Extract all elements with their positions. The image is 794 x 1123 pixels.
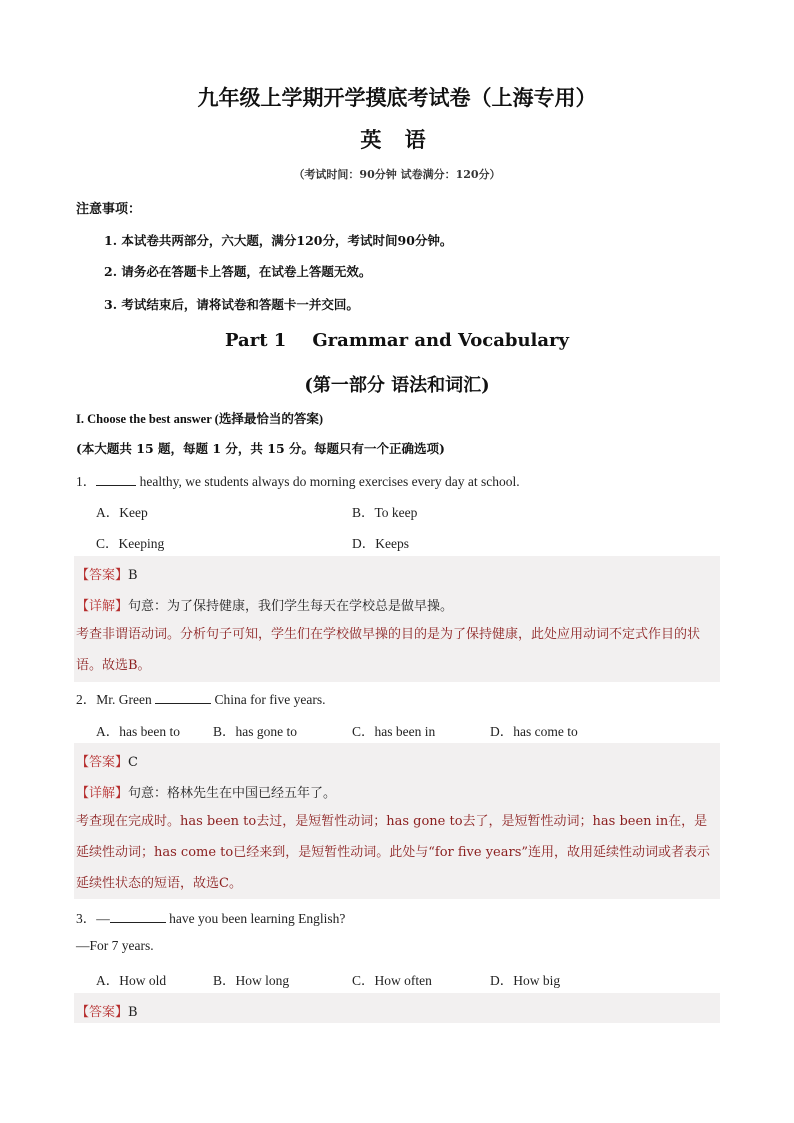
question-1-stem [76, 470, 520, 490]
option-d: D．Keeps [352, 536, 409, 551]
explanation-1: 考查非谓语动词。分析句子可知，学生们在学校做早操的目的是为了保持健康，此处应用动词不定式作目的状语。故选B。 [76, 627, 701, 673]
answer-1 [76, 564, 138, 583]
section-instructions: (本大题共 15 题，每题 1 分，共 15 分。每题只有一个正确选项) [76, 441, 445, 456]
detail-2 [76, 782, 336, 801]
answer-2 [76, 751, 138, 770]
question-text: healthy, we students always do morning exercises every day at school. [136, 474, 520, 489]
question-3-reply: —For 7 years. [76, 938, 154, 953]
detail-1 [76, 595, 453, 614]
detail-meaning: 句意：格林先生在中国已经五年了。 [128, 786, 337, 801]
option-c: C．How often [352, 973, 432, 988]
question-text: China for five years. [211, 692, 326, 707]
exam-title: 九年级上学期开学摸底考试卷（上海专用） [197, 85, 597, 110]
option-a: A．has been to [96, 724, 180, 739]
option-d: D．has come to [490, 724, 578, 739]
note-item-2: 2. 请务必在答题卡上答题，在试卷上答题无效。 [104, 264, 372, 279]
question-3-stem [76, 907, 345, 927]
option-c: C．Keeping [96, 536, 165, 551]
detail-label: 【详解】 [76, 599, 129, 614]
explanation-2: 考查现在完成时。has been to去过，是短暂性动词；has gone to去了，是短暂性动词；has been in在，是延续性动词；has come to已经来到，是短暂性动词。此处与“for five years”连用，故用延续性动词或者表示延续性状态的短语，故选C。 [76, 814, 711, 891]
option-a: A．How old [96, 973, 167, 988]
answer-3 [76, 1001, 138, 1020]
answer-box-3 [74, 993, 720, 1023]
notes-heading: 注意事项： [76, 202, 142, 217]
question-number: 3． [76, 911, 97, 926]
detail-meaning: 句意：为了保持健康，我们学生每天在学校总是做早操。 [128, 599, 454, 614]
question-number: 2． [76, 692, 97, 707]
option-b: B．To keep [352, 505, 418, 520]
question-text-before: — [96, 911, 110, 926]
part-number: Part 1 [225, 330, 287, 351]
question-text-before: Mr. Green [96, 692, 156, 707]
answer-label: 【答案】 [76, 568, 129, 583]
subject-title: 英 语 [360, 127, 434, 152]
question-text: have you been learning English? [165, 911, 346, 926]
note-item-3: 3. 考试结束后，请将试卷和答题卡一并交回。 [104, 297, 359, 312]
exam-info: （考试时间：90分钟 试卷满分：120分） [293, 168, 501, 181]
part-name: Grammar and Vocabulary [312, 330, 569, 351]
question-2-stem [76, 688, 325, 708]
option-a: A．Keep [96, 505, 148, 520]
part-title-cn: (第一部分 语法和词汇) [304, 375, 490, 396]
option-c: C．has been in [352, 724, 436, 739]
answer-blank [155, 691, 211, 704]
option-b: B．has gone to [213, 724, 297, 739]
note-item-1: 1. 本试卷共两部分，六大题，满分120分，考试时间90分钟。 [104, 233, 453, 248]
answer-label: 【答案】 [76, 1005, 129, 1020]
answer-value: B [128, 1005, 138, 1020]
option-d: D．How big [490, 973, 561, 988]
answer-value: B [128, 568, 138, 583]
question-number: 1． [76, 474, 97, 489]
answer-blank [110, 910, 166, 923]
answer-blank [96, 473, 136, 486]
option-b: B．How long [213, 973, 290, 988]
part-title-en [0, 330, 794, 351]
answer-value: C [128, 755, 138, 770]
detail-label: 【详解】 [76, 786, 129, 801]
section-title: I. Choose the best answer (选择最恰当的答案) [76, 412, 323, 426]
answer-label: 【答案】 [76, 755, 129, 770]
